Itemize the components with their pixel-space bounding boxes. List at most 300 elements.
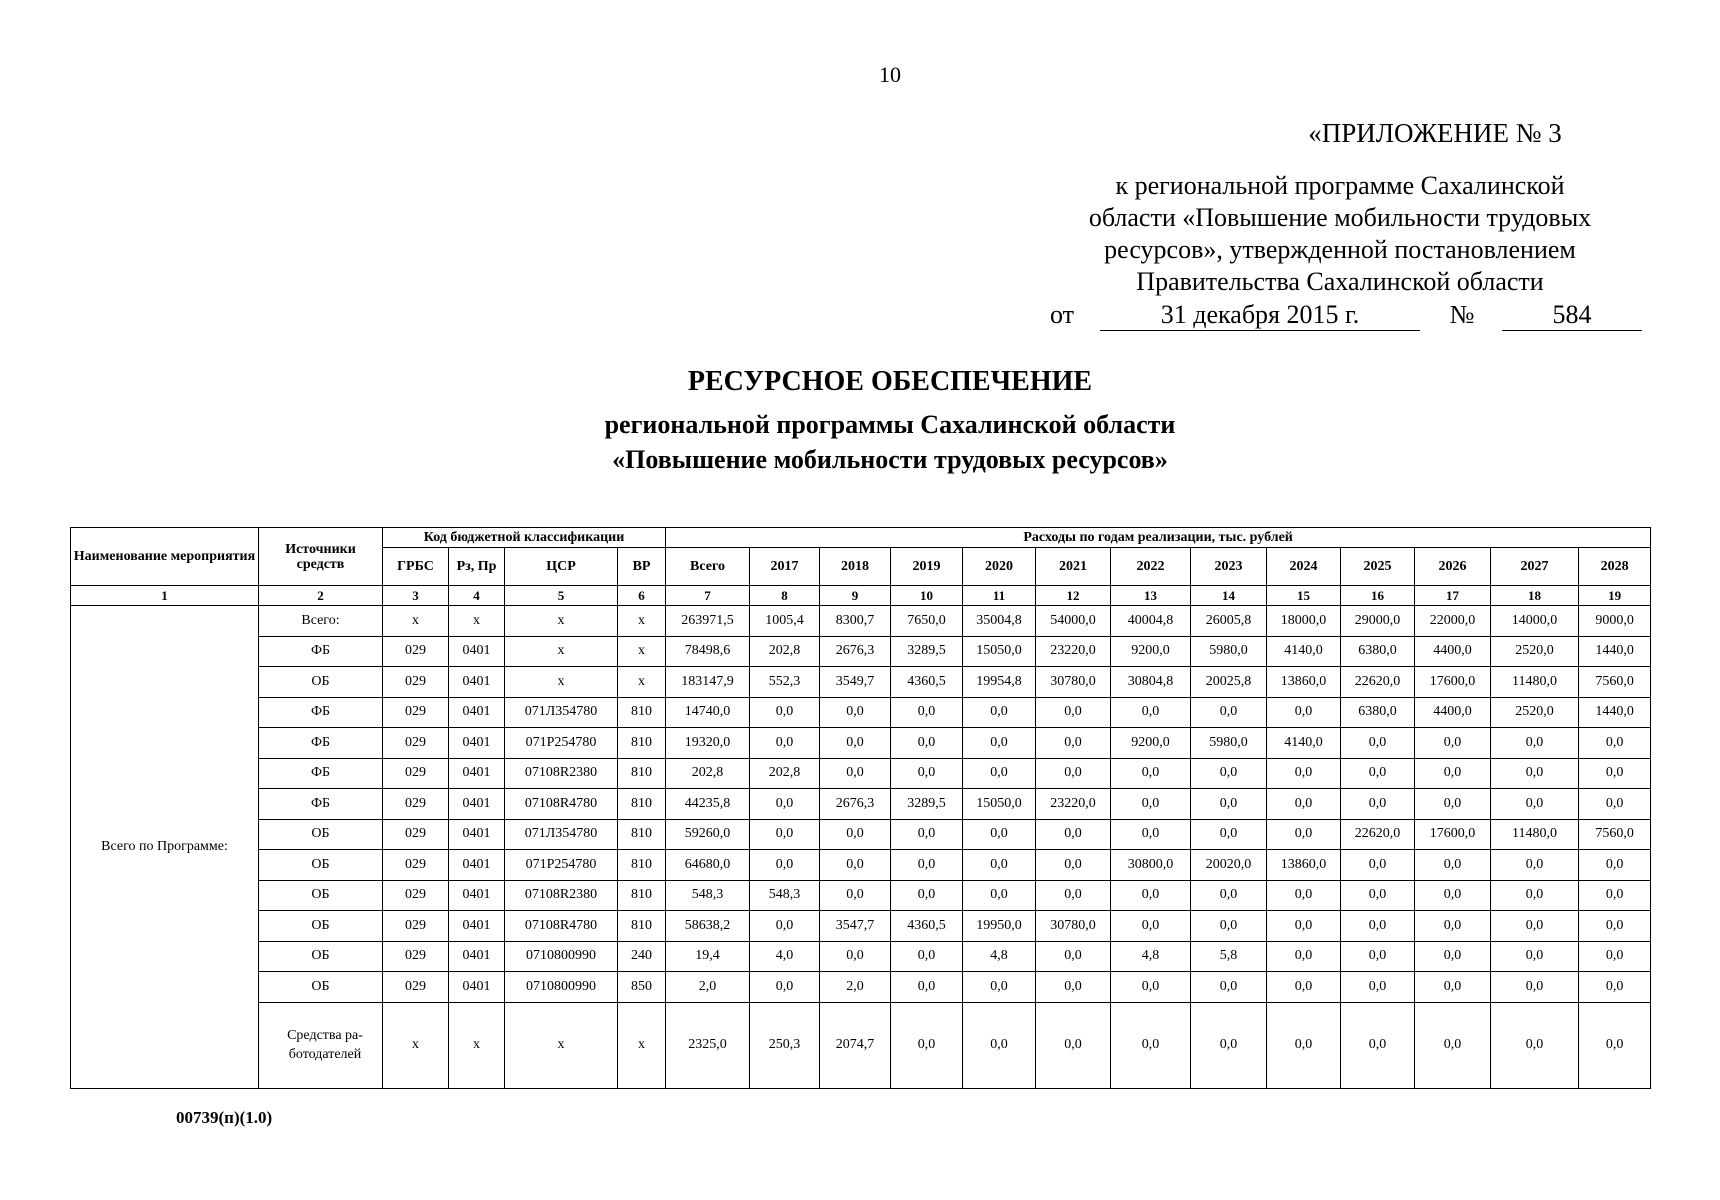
appendix-line: Правительства Сахалинской области — [1136, 267, 1544, 296]
cell-year-value: 0,0 — [1491, 880, 1579, 911]
cell-year-value: 0,0 — [1267, 697, 1341, 728]
column-number: 5 — [505, 586, 618, 606]
cell-year-value: 0,0 — [1579, 972, 1651, 1003]
approval-line — [1050, 300, 1642, 331]
header-year: 2017 — [750, 548, 820, 586]
cell-vr: x — [618, 1002, 666, 1088]
cell-source: Средства ра- ботодателей — [259, 1002, 383, 1088]
cell-year-value: 0,0 — [963, 819, 1036, 850]
cell-year-value: 0,0 — [1415, 911, 1491, 942]
cell-year-value: 4,0 — [750, 941, 820, 972]
cell-year-value: 0,0 — [1036, 697, 1111, 728]
header-year: 2022 — [1111, 548, 1191, 586]
approval-number: 584 — [1502, 300, 1642, 331]
cell-year-value: 20025,8 — [1191, 667, 1267, 698]
cell-year-value: 0,0 — [1036, 728, 1111, 759]
cell-year-value: 26005,8 — [1191, 606, 1267, 637]
resource-table — [70, 527, 1651, 1089]
cell-year-value: 4400,0 — [1415, 697, 1491, 728]
cell-total: 183147,9 — [666, 667, 750, 698]
cell-year-value: 23220,0 — [1036, 789, 1111, 820]
cell-grbs: 029 — [383, 728, 449, 759]
cell-year-value: 20020,0 — [1191, 850, 1267, 881]
cell-total: 263971,5 — [666, 606, 750, 637]
cell-year-value: 0,0 — [1267, 941, 1341, 972]
cell-grbs: 029 — [383, 911, 449, 942]
cell-source: ФБ — [259, 728, 383, 759]
table-row — [71, 789, 1651, 820]
number-label: № — [1449, 300, 1475, 329]
cell-csr: 0710800990 — [505, 972, 618, 1003]
cell-year-value: 13860,0 — [1267, 850, 1341, 881]
cell-year-value: 0,0 — [1036, 850, 1111, 881]
cell-year-value: 0,0 — [1579, 1002, 1651, 1088]
header-expenses-group: Расходы по годам реализации, тыс. рублей — [666, 528, 1651, 548]
cell-year-value: 0,0 — [1491, 941, 1579, 972]
column-number: 11 — [963, 586, 1036, 606]
cell-year-value: 22620,0 — [1341, 667, 1415, 698]
cell-rzpr: 0401 — [449, 697, 505, 728]
cell-year-value: 0,0 — [750, 697, 820, 728]
cell-year-value: 0,0 — [891, 697, 963, 728]
cell-csr: 071Л354780 — [505, 697, 618, 728]
header-year: 2026 — [1415, 548, 1491, 586]
cell-csr: 071Л354780 — [505, 819, 618, 850]
cell-year-value: 0,0 — [1267, 911, 1341, 942]
cell-year-value: 0,0 — [750, 728, 820, 759]
cell-year-value: 0,0 — [1191, 697, 1267, 728]
table-row — [71, 728, 1651, 759]
cell-grbs: 029 — [383, 667, 449, 698]
cell-csr: 07108R4780 — [505, 911, 618, 942]
cell-year-value: 0,0 — [1579, 941, 1651, 972]
cell-year-value: 29000,0 — [1341, 606, 1415, 637]
table-row — [71, 697, 1651, 728]
cell-year-value: 2676,3 — [820, 789, 891, 820]
header-year: 2024 — [1267, 548, 1341, 586]
cell-year-value: 22000,0 — [1415, 606, 1491, 637]
cell-year-value: 0,0 — [1191, 911, 1267, 942]
table-row — [71, 850, 1651, 881]
column-number: 6 — [618, 586, 666, 606]
cell-year-value: 0,0 — [1341, 880, 1415, 911]
cell-source: ОБ — [259, 911, 383, 942]
cell-rzpr: 0401 — [449, 911, 505, 942]
cell-year-value: 0,0 — [1267, 880, 1341, 911]
cell-year-value: 7560,0 — [1579, 667, 1651, 698]
cell-year-value: 17600,0 — [1415, 667, 1491, 698]
column-number: 8 — [750, 586, 820, 606]
cell-year-value: 0,0 — [891, 941, 963, 972]
cell-year-value: 4,8 — [963, 941, 1036, 972]
cell-rzpr: x — [449, 1002, 505, 1088]
cell-year-value: 0,0 — [1491, 911, 1579, 942]
cell-total: 19320,0 — [666, 728, 750, 759]
cell-year-value: 0,0 — [1267, 1002, 1341, 1088]
cell-year-value: 0,0 — [1267, 819, 1341, 850]
appendix-title: «ПРИЛОЖЕНИЕ № 3 — [1308, 118, 1562, 148]
cell-year-value: 0,0 — [1341, 758, 1415, 789]
header-year: 2023 — [1191, 548, 1267, 586]
cell-year-value: 0,0 — [891, 819, 963, 850]
cell-year-value: 0,0 — [1415, 850, 1491, 881]
header-vr: ВР — [618, 548, 666, 586]
cell-vr: 850 — [618, 972, 666, 1003]
cell-year-value: 0,0 — [1341, 911, 1415, 942]
cell-vr: 810 — [618, 880, 666, 911]
cell-total: 14740,0 — [666, 697, 750, 728]
cell-year-value: 0,0 — [891, 880, 963, 911]
table-row — [71, 972, 1651, 1003]
cell-year-value: 0,0 — [1267, 758, 1341, 789]
header-year: 2025 — [1341, 548, 1415, 586]
cell-year-value: 0,0 — [1579, 728, 1651, 759]
header-name: Наименование мероприятия — [71, 528, 259, 586]
cell-vr: x — [618, 636, 666, 667]
cell-year-value: 4360,5 — [891, 667, 963, 698]
cell-grbs: 029 — [383, 819, 449, 850]
cell-year-value: 18000,0 — [1267, 606, 1341, 637]
column-number: 14 — [1191, 586, 1267, 606]
table-row — [71, 941, 1651, 972]
page-number: 10 — [879, 62, 901, 87]
cell-year-value: 0,0 — [963, 728, 1036, 759]
cell-year-value: 11480,0 — [1491, 667, 1579, 698]
cell-year-value: 0,0 — [750, 819, 820, 850]
column-number: 3 — [383, 586, 449, 606]
cell-grbs: 029 — [383, 941, 449, 972]
cell-year-value: 0,0 — [820, 850, 891, 881]
column-number: 17 — [1415, 586, 1491, 606]
cell-year-value: 0,0 — [1341, 972, 1415, 1003]
cell-year-value: 8300,7 — [820, 606, 891, 637]
cell-year-value: 0,0 — [1111, 697, 1191, 728]
cell-year-value: 4140,0 — [1267, 636, 1341, 667]
cell-grbs: 029 — [383, 758, 449, 789]
cell-total: 2325,0 — [666, 1002, 750, 1088]
column-number: 7 — [666, 586, 750, 606]
cell-year-value: 19950,0 — [963, 911, 1036, 942]
cell-year-value: 0,0 — [1036, 880, 1111, 911]
header-year: 2020 — [963, 548, 1036, 586]
cell-year-value: 0,0 — [1111, 1002, 1191, 1088]
cell-csr: x — [505, 1002, 618, 1088]
cell-year-value: 0,0 — [1267, 972, 1341, 1003]
cell-year-value: 0,0 — [820, 758, 891, 789]
cell-year-value: 2074,7 — [820, 1002, 891, 1088]
cell-year-value: 0,0 — [1341, 728, 1415, 759]
cell-year-value: 0,0 — [1491, 758, 1579, 789]
cell-year-value: 0,0 — [820, 880, 891, 911]
header-total: Всего — [666, 548, 750, 586]
column-number: 19 — [1579, 586, 1651, 606]
cell-year-value: 0,0 — [1111, 880, 1191, 911]
cell-year-value: 5980,0 — [1191, 728, 1267, 759]
cell-year-value: 0,0 — [1191, 789, 1267, 820]
cell-year-value: 30780,0 — [1036, 667, 1111, 698]
cell-year-value: 0,0 — [820, 728, 891, 759]
cell-year-value: 0,0 — [820, 819, 891, 850]
cell-total: 44235,8 — [666, 789, 750, 820]
cell-total: 19,4 — [666, 941, 750, 972]
cell-year-value: 2,0 — [820, 972, 891, 1003]
cell-year-value: 0,0 — [1341, 789, 1415, 820]
cell-csr: 071Р254780 — [505, 728, 618, 759]
cell-rzpr: 0401 — [449, 972, 505, 1003]
table-row — [71, 819, 1651, 850]
cell-year-value: 0,0 — [1036, 1002, 1111, 1088]
table-row — [71, 606, 1651, 637]
header-grbs: ГРБС — [383, 548, 449, 586]
cell-year-value: 0,0 — [1341, 850, 1415, 881]
cell-csr: x — [505, 636, 618, 667]
cell-year-value: 0,0 — [1579, 789, 1651, 820]
cell-year-value: 0,0 — [963, 1002, 1036, 1088]
cell-year-value: 0,0 — [1111, 972, 1191, 1003]
cell-grbs: 029 — [383, 789, 449, 820]
cell-year-value: 0,0 — [1111, 819, 1191, 850]
cell-year-value: 11480,0 — [1491, 819, 1579, 850]
cell-year-value: 9000,0 — [1579, 606, 1651, 637]
cell-total: 64680,0 — [666, 850, 750, 881]
header-year: 2021 — [1036, 548, 1111, 586]
cell-year-value: 1440,0 — [1579, 636, 1651, 667]
cell-year-value: 2520,0 — [1491, 636, 1579, 667]
column-number: 2 — [259, 586, 383, 606]
cell-rzpr: 0401 — [449, 728, 505, 759]
cell-source: ФБ — [259, 697, 383, 728]
cell-year-value: 0,0 — [1415, 758, 1491, 789]
cell-rzpr: x — [449, 606, 505, 637]
cell-year-value: 9200,0 — [1111, 728, 1191, 759]
cell-year-value: 5980,0 — [1191, 636, 1267, 667]
table-row — [71, 1002, 1651, 1088]
cell-source: ОБ — [259, 819, 383, 850]
appendix-line: ресурсов», утвержденной постановлением — [1104, 235, 1576, 264]
cell-year-value: 0,0 — [1341, 941, 1415, 972]
cell-year-value: 3289,5 — [891, 789, 963, 820]
cell-year-value: 15050,0 — [963, 636, 1036, 667]
cell-vr: x — [618, 606, 666, 637]
cell-csr: x — [505, 606, 618, 637]
cell-year-value: 17600,0 — [1415, 819, 1491, 850]
cell-year-value: 4,8 — [1111, 941, 1191, 972]
cell-year-value: 0,0 — [1415, 1002, 1491, 1088]
cell-year-value: 3289,5 — [891, 636, 963, 667]
cell-grbs: x — [383, 606, 449, 637]
cell-total: 58638,2 — [666, 911, 750, 942]
cell-year-value: 6380,0 — [1341, 697, 1415, 728]
column-number: 4 — [449, 586, 505, 606]
column-number: 13 — [1111, 586, 1191, 606]
cell-year-value: 2520,0 — [1491, 697, 1579, 728]
cell-csr: 07108R4780 — [505, 789, 618, 820]
cell-year-value: 0,0 — [750, 972, 820, 1003]
header-rzpr: Рз, Пр — [449, 548, 505, 586]
cell-year-value: 30780,0 — [1036, 911, 1111, 942]
cell-rzpr: 0401 — [449, 667, 505, 698]
cell-source: ОБ — [259, 941, 383, 972]
form-code: 00739(п)(1.0) — [176, 1108, 273, 1127]
cell-year-value: 4400,0 — [1415, 636, 1491, 667]
cell-year-value: 0,0 — [1415, 880, 1491, 911]
table-header — [71, 528, 1651, 606]
cell-source: ФБ — [259, 789, 383, 820]
cell-year-value: 0,0 — [1036, 819, 1111, 850]
cell-year-value: 3547,7 — [820, 911, 891, 942]
cell-vr: 810 — [618, 789, 666, 820]
cell-year-value: 0,0 — [1341, 1002, 1415, 1088]
cell-grbs: 029 — [383, 880, 449, 911]
cell-year-value: 0,0 — [1415, 941, 1491, 972]
cell-vr: 810 — [618, 728, 666, 759]
appendix-line: к региональной программе Сахалинской — [1115, 171, 1565, 200]
cell-source: ОБ — [259, 667, 383, 698]
cell-year-value: 30800,0 — [1111, 850, 1191, 881]
date-prefix: от — [1050, 300, 1075, 329]
cell-year-value: 1440,0 — [1579, 697, 1651, 728]
cell-year-value: 0,0 — [1111, 758, 1191, 789]
cell-rzpr: 0401 — [449, 819, 505, 850]
cell-year-value: 0,0 — [963, 850, 1036, 881]
cell-year-value: 0,0 — [891, 1002, 963, 1088]
cell-year-value: 0,0 — [1191, 880, 1267, 911]
cell-vr: 810 — [618, 819, 666, 850]
cell-year-value: 0,0 — [1111, 789, 1191, 820]
cell-year-value: 4360,5 — [891, 911, 963, 942]
column-number: 15 — [1267, 586, 1341, 606]
cell-csr: 07108R2380 — [505, 880, 618, 911]
cell-year-value: 5,8 — [1191, 941, 1267, 972]
cell-year-value: 0,0 — [1579, 758, 1651, 789]
cell-rzpr: 0401 — [449, 850, 505, 881]
header-year: 2018 — [820, 548, 891, 586]
cell-year-value: 0,0 — [963, 880, 1036, 911]
cell-csr: 071Р254780 — [505, 850, 618, 881]
column-number: 12 — [1036, 586, 1111, 606]
cell-year-value: 0,0 — [1036, 972, 1111, 1003]
cell-year-value: 30804,8 — [1111, 667, 1191, 698]
appendix-line: области «Повышение мобильности трудовых — [1088, 203, 1592, 232]
cell-year-value: 0,0 — [1036, 941, 1111, 972]
cell-rzpr: 0401 — [449, 941, 505, 972]
cell-vr: x — [618, 667, 666, 698]
cell-source: ОБ — [259, 972, 383, 1003]
cell-source: ФБ — [259, 758, 383, 789]
cell-year-value: 0,0 — [1191, 819, 1267, 850]
cell-year-value: 0,0 — [1491, 1002, 1579, 1088]
cell-year-value: 0,0 — [1579, 850, 1651, 881]
cell-rzpr: 0401 — [449, 758, 505, 789]
cell-grbs: 029 — [383, 972, 449, 1003]
table-row — [71, 758, 1651, 789]
cell-year-value: 0,0 — [820, 941, 891, 972]
cell-year-value: 0,0 — [1036, 758, 1111, 789]
cell-year-value: 0,0 — [1191, 758, 1267, 789]
cell-year-value: 15050,0 — [963, 789, 1036, 820]
cell-year-value: 0,0 — [891, 728, 963, 759]
document-subtitle-line-1: региональной программы Сахалинской области — [604, 410, 1176, 439]
table-row — [71, 667, 1651, 698]
cell-year-value: 6380,0 — [1341, 636, 1415, 667]
cell-csr: 07108R2380 — [505, 758, 618, 789]
cell-year-value: 0,0 — [1491, 972, 1579, 1003]
cell-year-value: 40004,8 — [1111, 606, 1191, 637]
cell-year-value: 4140,0 — [1267, 728, 1341, 759]
header-kbk-group: Код бюджетной классификации — [383, 528, 666, 548]
header-source: Источники средств — [259, 528, 383, 586]
table-row — [71, 911, 1651, 942]
document-title: РЕСУРСНОЕ ОБЕСПЕЧЕНИЕ — [687, 366, 1093, 397]
table-row — [71, 636, 1651, 667]
cell-year-value: 0,0 — [1415, 972, 1491, 1003]
cell-grbs: x — [383, 1002, 449, 1088]
cell-year-value: 13860,0 — [1267, 667, 1341, 698]
cell-year-value: 0,0 — [1267, 789, 1341, 820]
cell-year-value: 0,0 — [891, 850, 963, 881]
cell-year-value: 250,3 — [750, 1002, 820, 1088]
column-numbers-row — [71, 586, 1651, 606]
cell-year-value: 0,0 — [1491, 789, 1579, 820]
cell-source: ФБ — [259, 636, 383, 667]
cell-vr: 810 — [618, 758, 666, 789]
cell-total: 202,8 — [666, 758, 750, 789]
row-group-label: Всего по Программе: — [71, 606, 259, 1089]
cell-total: 78498,6 — [666, 636, 750, 667]
header-csr: ЦСР — [505, 548, 618, 586]
column-number: 10 — [891, 586, 963, 606]
cell-year-value: 0,0 — [820, 697, 891, 728]
cell-grbs: 029 — [383, 636, 449, 667]
header-year: 2019 — [891, 548, 963, 586]
cell-year-value: 9200,0 — [1111, 636, 1191, 667]
cell-grbs: 029 — [383, 850, 449, 881]
cell-year-value: 2676,3 — [820, 636, 891, 667]
column-number: 18 — [1491, 586, 1579, 606]
cell-year-value: 0,0 — [891, 758, 963, 789]
cell-year-value: 0,0 — [891, 972, 963, 1003]
cell-total: 59260,0 — [666, 819, 750, 850]
cell-year-value: 0,0 — [1415, 728, 1491, 759]
cell-year-value: 0,0 — [963, 758, 1036, 789]
cell-year-value: 7650,0 — [891, 606, 963, 637]
cell-year-value: 1005,4 — [750, 606, 820, 637]
cell-year-value: 54000,0 — [1036, 606, 1111, 637]
cell-vr: 810 — [618, 850, 666, 881]
cell-year-value: 202,8 — [750, 758, 820, 789]
cell-source: ОБ — [259, 880, 383, 911]
cell-year-value: 0,0 — [1111, 911, 1191, 942]
cell-source: ОБ — [259, 850, 383, 881]
document-subtitle-line-2: «Повышение мобильности трудовых ресурсов» — [612, 445, 1168, 474]
cell-year-value: 202,8 — [750, 636, 820, 667]
cell-csr: 0710800990 — [505, 941, 618, 972]
cell-source: Всего: — [259, 606, 383, 637]
cell-year-value: 0,0 — [750, 850, 820, 881]
cell-rzpr: 0401 — [449, 880, 505, 911]
column-number: 9 — [820, 586, 891, 606]
cell-year-value: 0,0 — [1415, 789, 1491, 820]
cell-year-value: 0,0 — [1191, 972, 1267, 1003]
cell-year-value: 0,0 — [750, 789, 820, 820]
column-number: 1 — [71, 586, 259, 606]
cell-year-value: 0,0 — [750, 911, 820, 942]
cell-rzpr: 0401 — [449, 636, 505, 667]
cell-year-value: 7560,0 — [1579, 819, 1651, 850]
cell-year-value: 0,0 — [1579, 911, 1651, 942]
table-row — [71, 880, 1651, 911]
appendix-body — [1000, 170, 1680, 298]
